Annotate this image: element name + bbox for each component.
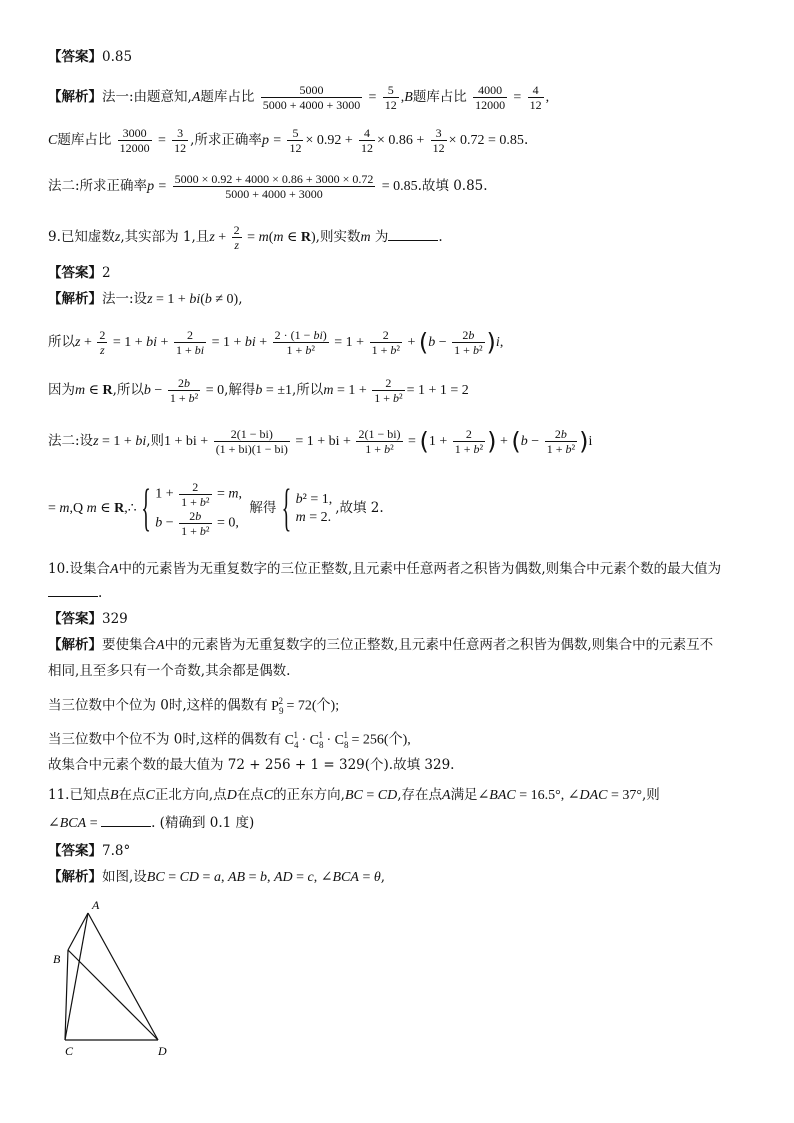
- answer-blank: [101, 812, 151, 827]
- equation-system: { 1 + $\frac{2}{\text{1 + b²}}$ = m, b − $\frac{2b}{\text{1 + b²}}$ = 0,: [143, 480, 242, 538]
- line-bd: [68, 950, 158, 1040]
- q8-method2-line: 法二:所求正确率p = $\frac{5000 \times 0.92 + 4000 \times 0.86 + 3000 \times 0.72}{5000 + 4000 + 3000}$ = 0.85.故填 0.85.: [48, 172, 488, 201]
- fraction: $\frac{2b}{\text{1 + b²}}$: [454, 328, 483, 357]
- fraction: $\frac{2(1 - bi)}{\text{1 + b²}}$: [358, 427, 401, 456]
- q10-stem-line1: 10.设集合A中的元素皆为无重复数字的三位正整数,且元素中任意两者之积皆为偶数,则集合中元素个数的最大值为: [48, 561, 722, 577]
- q9-system-line: = m,Q m ∈ R,∴ { 1 + $\frac{2}{\text{1 + b²}}$ = m, b − $\frac{2b}{\text{1 + b²}}$ = 0, 解得 { b² = 1, m = 2. ,故填 2.: [48, 478, 754, 539]
- fraction: $\frac{2(1 - bi)}{(1 + bi)(1 - bi)}$: [215, 427, 288, 456]
- fraction: $\frac{2}{z}$: [99, 328, 106, 357]
- fraction: $\frac{2b}{\text{1 + b²}}$: [169, 376, 199, 405]
- triangle-figure: [48, 895, 188, 1065]
- q9-answer-line: 【答案】2: [48, 265, 111, 281]
- q9-analysis-line3: 因为m ∈ R,所以b − $\frac{2b}{\text{1 + b²}}$ = 0,解得b = ±1,所以m = 1 + $\frac{2}{\text{1 + b²}}$ = 1 + 1 = 2: [48, 376, 469, 405]
- fraction: $\frac{5}{12}$: [384, 83, 397, 112]
- answer-blank: [48, 582, 98, 597]
- fraction: $\frac{2}{\text{1 + b²}}$: [454, 427, 484, 456]
- q11-stem-line2: ∠BCA = . (精确到 0.1 度): [48, 812, 754, 835]
- line-ad: [88, 913, 158, 1040]
- q11-answer: 7.8°: [102, 843, 131, 859]
- fraction: $\frac{5}{12}$: [289, 126, 302, 155]
- answer-label: 【答案】: [48, 49, 102, 65]
- q8-method1-line2: C题库占比 $\frac{3000}{12000}$ = $\frac{3}{12}$ ,所求正确率p = $\frac{5}{12}$ × 0.92 + $\frac{4}{12}$ × 0.86 + $\frac{3}{12}$ × 0.72 = 0.85.: [48, 126, 529, 155]
- fraction: $\frac{2}{1 + bi}$: [175, 328, 205, 357]
- q10-analysis-line1: 【解析】要使集合A中的元素皆为无重复数字的三位正整数,且元素中任意两者之积皆为偶数,则集合中的元素互不: [48, 637, 714, 653]
- q11-stem-line1: 11.已知点B在点C正北方向,点D在点C的正东方向,BC = CD,存在点A满足∠BAC = 16.5°, ∠DAC = 37°,则: [48, 787, 660, 803]
- fraction: $\frac{5000 \times 0.92 + 4000 \times 0.86 + 3000 \times 0.72}{5000 + 4000 + 3000}$: [174, 172, 374, 201]
- label-c: C: [65, 1044, 74, 1058]
- fraction: $\frac{3}{12}$: [432, 126, 445, 155]
- label-d: D: [158, 1044, 167, 1058]
- equation-system: { b² = 1, m = 2.: [284, 491, 333, 527]
- q9-analysis-line1: 【解析】法一:设z = 1 + bi(b ≠ 0),: [48, 291, 243, 307]
- fraction: $\frac{2}{\text{1 + b²}}$: [371, 328, 400, 357]
- fraction: $\frac{4000}{12000}$: [475, 83, 506, 112]
- q10-analysis-line2: 相同,且至多只有一个奇数,其余都是偶数.: [48, 663, 291, 679]
- q10-answer-line: 【答案】329: [48, 611, 128, 627]
- label-a: A: [92, 898, 100, 912]
- q10-analysis-line5: 故集合中元素个数的最大值为 72 + 256 + 1 = 329(个).故填 329.: [48, 757, 455, 773]
- q8-method1-line1: 【解析】法一:由题意知,A题库占比 $\frac{5000}{5000 + 4000 + 3000}$ = $\frac{5}{12}$ ,B题库占比 $\frac{4000}{12000}$ = $\frac{4}{12}$ ,: [48, 83, 550, 112]
- q10-analysis-line3: 当三位数中个位为 0时,这样的偶数有 $P_9^2 = 72$(个);: [48, 696, 340, 716]
- answer-blank: [388, 226, 438, 241]
- q10-analysis-line4: 当三位数中个位不为 0时,这样的偶数有 $C_4^1 \cdot C_8^1 \cdot C_8^1 = 256$(个),: [48, 730, 411, 750]
- fraction: $\frac{2 \cdot (1 - bi)}{\text{1 + b²}}$: [274, 328, 327, 357]
- q9-method2-line: 法二:设z = 1 + bi,则1 + bi + $\frac{2(1 - bi)}{(1 + bi)(1 - bi)}$ = 1 + bi + $\frac{2(1 - bi)}{\text{1 + b²}}$ = (1 + $\frac{2}{\text{1 + b²}}$ ) + (b − $\frac{2b}{\text{1 + b²}}$ )i: [48, 427, 593, 456]
- q9-answer: 2: [102, 265, 111, 281]
- fraction: $\frac{4}{12}$: [529, 83, 542, 112]
- q8-answer-line: [48, 46, 754, 68]
- label-b: B: [53, 952, 61, 966]
- analysis-label: 【解析】: [48, 89, 102, 105]
- q11-answer-line: 【答案】7.8°: [48, 843, 131, 859]
- q9-stem: 9.已知虚数z,其实部为 1,且z + $\frac{2}{z}$ = m(m ∈ R),则实数m 为 .: [48, 223, 443, 252]
- q10-stem-line2: .: [48, 582, 754, 604]
- fraction: $\frac{3000}{12000}$: [119, 126, 150, 155]
- fraction: $\frac{2}{z}$: [233, 223, 240, 252]
- fraction: $\frac{2}{\text{1 + b²}}$: [374, 376, 403, 405]
- q11-analysis-line1: 【解析】如图,设BC = CD = a, AB = b, AD = c, ∠BCA = θ,: [48, 869, 386, 885]
- q10-answer: 329: [102, 611, 128, 627]
- q9-analysis-line2: 所以z + $\frac{2}{z}$ = 1 + bi + $\frac{2}{1 + bi}$ = 1 + bi + $\frac{2 \cdot (1 - bi)}{\text{1 + b²}}$ = 1 + $\frac{2}{\text{1 + b²}}$ + (b − $\frac{2b}{\text{1 + b²}}$ )i,: [48, 328, 504, 357]
- fraction: $\frac{2b}{\text{1 + b²}}$: [546, 427, 576, 456]
- q8-answer: 0.85: [102, 49, 133, 65]
- fraction: $\frac{5000}{5000 + 4000 + 3000}$: [262, 83, 361, 112]
- fraction: $\frac{3}{12}$: [174, 126, 187, 155]
- fraction: $\frac{4}{12}$: [361, 126, 374, 155]
- line-ca: [65, 913, 88, 1040]
